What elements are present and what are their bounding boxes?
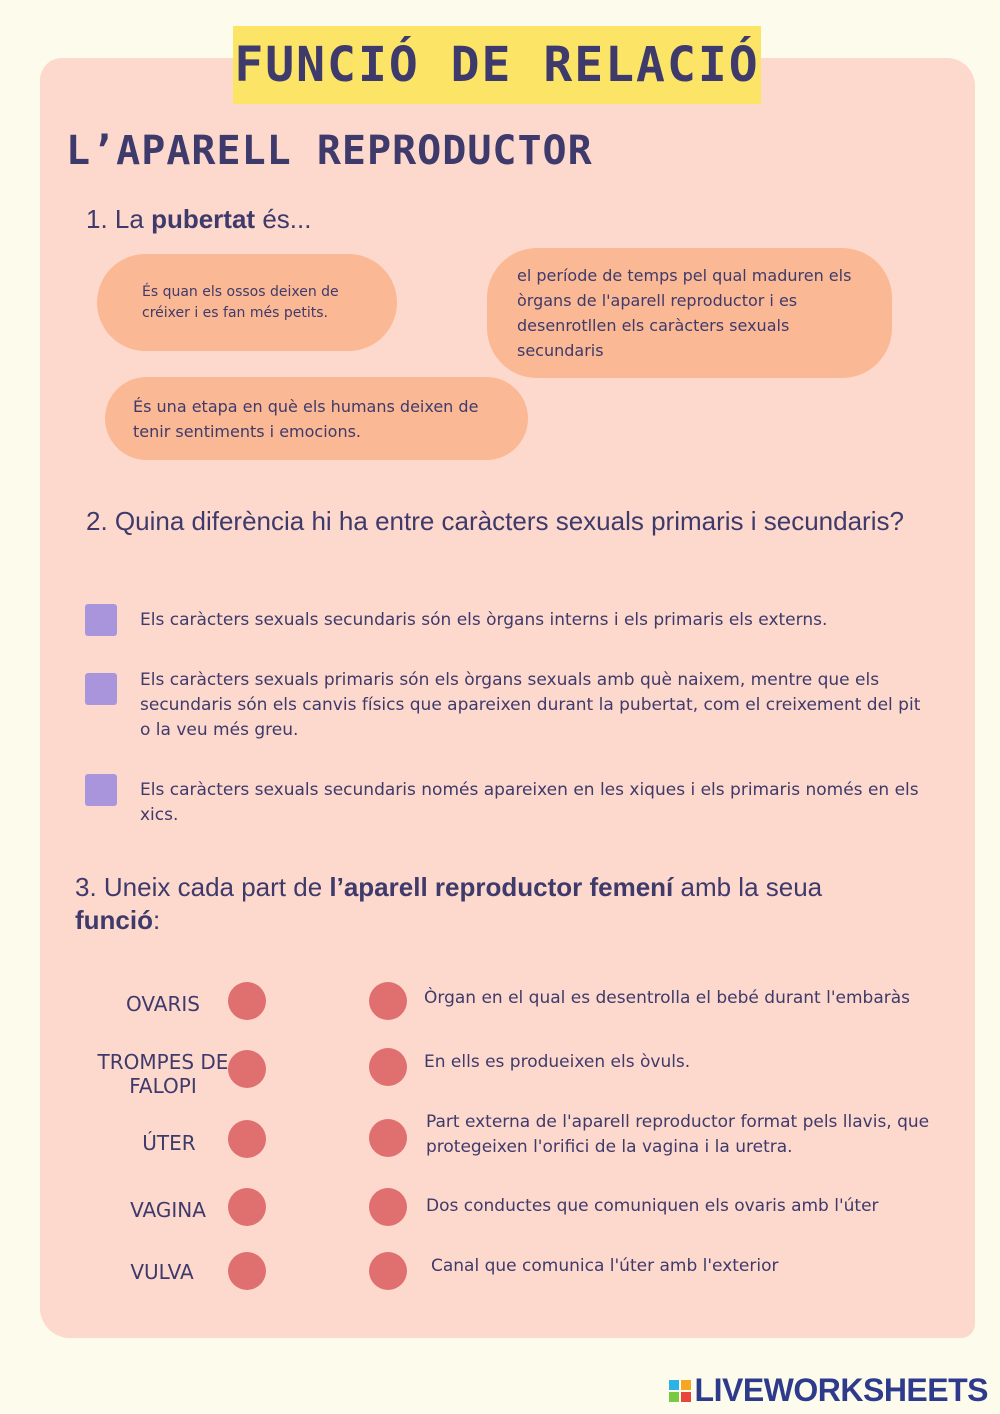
question-1-keyword: pubertat xyxy=(151,204,256,234)
match-dot-left-4[interactable] xyxy=(228,1188,266,1226)
question-3-keyword-1: l’aparell reproductor femení xyxy=(329,872,674,902)
question-3 xyxy=(75,871,895,937)
q1-option-1-text: És quan els ossos deixen de créixer i es fan més petits. xyxy=(142,283,339,321)
question-1-suffix: és... xyxy=(262,204,312,234)
function-3: Part externa de l'aparell reproductor format pels llavis, que protegeixen l'orifici de la vagina i la uretra. xyxy=(426,1112,930,1157)
question-1-prefix: La xyxy=(114,204,144,234)
q2-option-2-text: Els caràcters sexuals primaris són els òrgans sexuals amb què naixem, mentre que els secundaris són els canvis físics que apareixen durant la pubertat, com el creixement del pit o la veu més greu. xyxy=(140,670,921,740)
part-vagina: VAGINA xyxy=(130,1198,206,1222)
question-2: 2. Quina diferència hi ha entre caràcters sexuals primaris i secundaris? xyxy=(86,506,904,536)
match-dot-right-5[interactable] xyxy=(369,1252,407,1290)
part-ovaris: OVARIS xyxy=(126,992,200,1016)
section-title: L’APARELL REPRODUCTOR xyxy=(66,128,593,174)
function-4: Dos conductes que comuniquen els ovaris amb l'úter xyxy=(426,1196,879,1216)
match-dot-left-3[interactable] xyxy=(228,1120,266,1158)
match-dot-right-1[interactable] xyxy=(369,982,407,1020)
page-title: FUNCIÓ DE RELACIÓ xyxy=(234,37,760,93)
part-trompes-de-falopi: TROMPES DE FALOPI xyxy=(97,1050,229,1098)
q2-checkbox-1[interactable] xyxy=(85,604,117,636)
q1-option-3[interactable] xyxy=(105,377,528,460)
question-3-keyword-2: funció xyxy=(75,905,153,935)
q1-option-2[interactable] xyxy=(487,248,892,378)
q1-option-3-text: És una etapa en què els humans deixen de tenir sentiments i emocions. xyxy=(133,396,479,441)
function-2: En ells es produeixen els òvuls. xyxy=(424,1052,691,1072)
match-dot-left-5[interactable] xyxy=(228,1252,266,1290)
question-3-middle: amb la seua xyxy=(680,872,823,902)
function-1: Òrgan en el qual es desentrolla el bebé durant l'embaràs xyxy=(424,988,910,1008)
q1-option-2-text: el període de temps pel qual maduren els òrgans de l'aparell reproductor i es desenrotllen els caràcters sexuals secundaris xyxy=(517,266,852,360)
q2-option-1-text: Els caràcters sexuals secundaris són els òrgans interns i els primaris els externs. xyxy=(140,610,828,630)
q2-checkbox-3[interactable] xyxy=(85,774,117,806)
match-dot-right-3[interactable] xyxy=(369,1119,407,1157)
match-dot-right-4[interactable] xyxy=(369,1188,407,1226)
question-3-prefix: 3. Uneix cada part de xyxy=(75,872,323,902)
part-vulva: VULVA xyxy=(130,1260,194,1284)
q2-checkbox-2[interactable] xyxy=(85,673,117,705)
match-dot-left-1[interactable] xyxy=(228,982,266,1020)
brand-name: LIVEWORKSHEETS xyxy=(694,1372,988,1408)
match-dot-right-2[interactable] xyxy=(369,1048,407,1086)
function-5: Canal que comunica l'úter amb l'exterior xyxy=(431,1256,779,1276)
q1-option-1[interactable] xyxy=(97,254,397,351)
question-1-number: 1. xyxy=(86,204,108,234)
liveworksheets-logo xyxy=(669,1372,988,1409)
question-3-suffix: : xyxy=(153,905,161,935)
q2-option-3-text: Els caràcters sexuals secundaris només apareixen en les xiques i els primaris només en els xics. xyxy=(140,780,919,825)
part-uter: ÚTER xyxy=(142,1131,196,1155)
match-dot-left-2[interactable] xyxy=(228,1050,266,1088)
question-1 xyxy=(86,203,311,236)
liveworksheets-icon xyxy=(669,1380,691,1402)
